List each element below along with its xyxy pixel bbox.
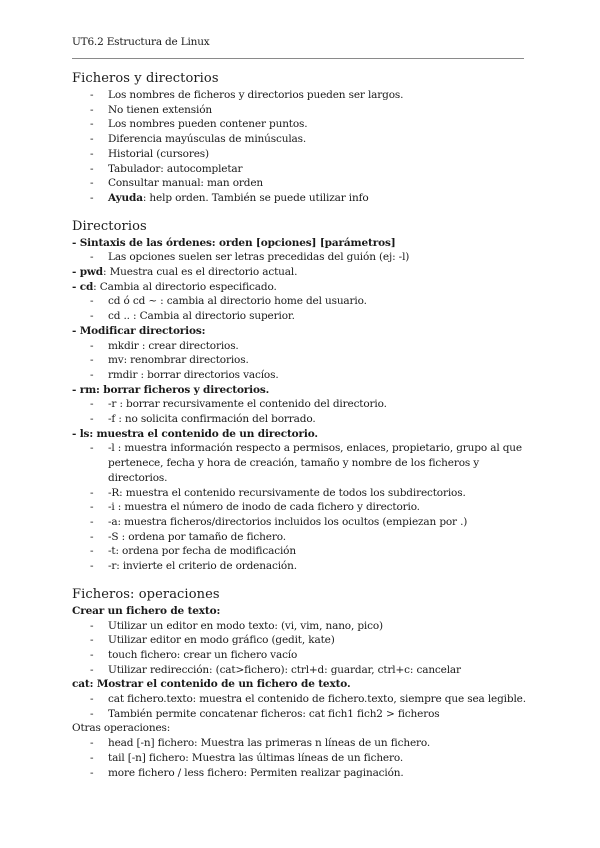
list-item-text: -l : muestra información respecto a permisos, enlaces, propietario, grupo al que pertenece, fecha y hora de creación, tamaño y nombre de los ficheros y directorios. <box>108 442 522 484</box>
list-item-text: rmdir : borrar directorios vacíos. <box>108 368 279 381</box>
list-item <box>72 707 532 722</box>
list-item-text: Consultar manual: man orden <box>108 177 264 190</box>
subheading-text: : Cambia al directorio especificado. <box>93 280 277 293</box>
dash-bullet-icon: - <box>90 147 94 160</box>
list-item <box>72 736 532 751</box>
subheading-bold: - rm: borrar ficheros y directorios. <box>72 383 270 396</box>
list-item <box>72 530 532 545</box>
list-item-text: También permite concatenar ficheros: cat fich1 fich2 > ficheros <box>108 707 440 720</box>
list-item-text: Utilizar redirección: (cat>fichero): ctrl+d: guardar, ctrl+c: cancelar <box>108 663 461 676</box>
list-item <box>72 176 532 191</box>
list-item <box>72 250 532 265</box>
list-item-text: : help orden. También se puede utilizar info <box>142 191 369 204</box>
dash-bullet-icon: - <box>90 560 94 573</box>
subheading <box>72 265 532 280</box>
dash-bullet-icon: - <box>90 310 94 323</box>
list-item-text: Los nombres pueden contener puntos. <box>108 118 308 131</box>
subheading <box>72 427 532 442</box>
section-2 <box>72 586 532 780</box>
list-item-text: cat fichero.texto: muestra el contenido de fichero.texto, siempre que sea legible. <box>108 693 526 706</box>
dash-bullet-icon: - <box>90 751 94 764</box>
list-item-bold: Ayuda <box>108 191 143 204</box>
section-1 <box>72 218 532 574</box>
list-item-text: mkdir : crear directorios. <box>108 339 239 352</box>
list-item-text: No tienen extensión <box>108 103 213 116</box>
document-content <box>72 70 532 792</box>
list-item <box>72 751 532 766</box>
subheading-bold: - Modificar directorios: <box>72 324 206 337</box>
subheading-bold: cat: Mostrar el contenido de un fichero de texto. <box>72 678 351 691</box>
list-item <box>72 294 532 309</box>
list-item <box>72 663 532 678</box>
dash-bullet-icon: - <box>90 191 94 204</box>
subheading-text: : Muestra cual es el directorio actual. <box>103 266 298 279</box>
list-item-text: Las opciones suelen ser letras precedidas del guión (ej: -l) <box>108 251 410 264</box>
list-item <box>72 397 532 412</box>
section-title: Ficheros y directorios <box>72 71 219 86</box>
dash-bullet-icon: - <box>90 413 94 426</box>
list-item <box>72 309 532 324</box>
list-item-text: mv: renombrar directorios. <box>108 354 249 367</box>
section-0 <box>72 70 532 206</box>
subheading <box>72 383 532 398</box>
list-item <box>72 132 532 147</box>
list-item <box>72 117 532 132</box>
dash-bullet-icon: - <box>90 766 94 779</box>
page-header: UT6.2 Estructura de Linux <box>72 36 210 48</box>
subheading-bold: - ls: muestra el contenido de un directorio. <box>72 427 318 440</box>
list-item <box>72 633 532 648</box>
subheading <box>72 324 532 339</box>
list-item <box>72 766 532 781</box>
subheading <box>72 236 532 251</box>
list-item <box>72 441 532 485</box>
list-item-text: cd .. : Cambia al directorio superior. <box>108 310 295 323</box>
dash-bullet-icon: - <box>90 118 94 131</box>
dash-bullet-icon: - <box>90 398 94 411</box>
dash-bullet-icon: - <box>90 251 94 264</box>
list-item <box>72 486 532 501</box>
list-item <box>72 88 532 103</box>
list-item <box>72 500 532 515</box>
subheading <box>72 604 532 619</box>
dash-bullet-icon: - <box>90 737 94 750</box>
list-item <box>72 147 532 162</box>
list-item-text: tail [-n] fichero: Muestra las últimas líneas de un fichero. <box>108 751 404 764</box>
dash-bullet-icon: - <box>90 354 94 367</box>
list-item-text: -i : muestra el número de inodo de cada fichero y directorio. <box>108 501 420 514</box>
list-item-text: -t: ordena por fecha de modificación <box>108 545 296 558</box>
list-item-text: Diferencia mayúsculas de minúsculas. <box>108 133 307 146</box>
list-item-text: cd ó cd ~ : cambia al directorio home del usuario. <box>108 295 367 308</box>
list-item-text: Utilizar editor en modo gráfico (gedit, kate) <box>108 634 335 647</box>
dash-bullet-icon: - <box>90 177 94 190</box>
subheading-bold: - pwd <box>72 266 103 279</box>
list-item-text: more fichero / less fichero: Permiten realizar paginación. <box>108 766 404 779</box>
list-item <box>72 515 532 530</box>
dash-bullet-icon: - <box>90 133 94 146</box>
list-item-text: Tabulador: autocompletar <box>108 162 243 175</box>
subheading-bold: - Sintaxis de las órdenes: orden [opciones] [parámetros] <box>72 236 396 249</box>
dash-bullet-icon: - <box>90 501 94 514</box>
header-rule <box>72 58 524 59</box>
dash-bullet-icon: - <box>90 103 94 116</box>
list-item <box>72 191 532 206</box>
dash-bullet-icon: - <box>90 634 94 647</box>
section-title: Directorios <box>72 218 147 234</box>
dash-bullet-icon: - <box>90 515 94 528</box>
list-item-text: head [-n] fichero: Muestra las primeras n líneas de un fichero. <box>108 737 431 750</box>
list-item-text: Los nombres de ficheros y directorios pueden ser largos. <box>108 89 404 101</box>
dash-bullet-icon: - <box>90 530 94 543</box>
dash-bullet-icon: - <box>90 619 94 632</box>
subheading-text: Otras operaciones: <box>72 722 171 735</box>
list-item-text: -R: muestra el contenido recursivamente de todos los subdirectorios. <box>108 486 466 499</box>
dash-bullet-icon: - <box>90 707 94 720</box>
dash-bullet-icon: - <box>90 295 94 308</box>
list-item <box>72 544 532 559</box>
list-item <box>72 353 532 368</box>
dash-bullet-icon: - <box>90 89 94 101</box>
subheading-bold: Crear un fichero de texto: <box>72 604 221 617</box>
dash-bullet-icon: - <box>90 486 94 499</box>
dash-bullet-icon: - <box>90 545 94 558</box>
subheading-bold: - cd <box>72 280 94 293</box>
subheading <box>72 280 532 295</box>
list-item-text: touch fichero: crear un fichero vacío <box>108 648 298 661</box>
list-item-text: Historial (cursores) <box>108 147 209 160</box>
subheading <box>72 721 532 736</box>
list-item-text: -a: muestra ficheros/directorios incluidos los ocultos (empiezan por .) <box>108 515 468 528</box>
dash-bullet-icon: - <box>90 648 94 661</box>
dash-bullet-icon: - <box>90 442 94 455</box>
list-item <box>72 103 532 118</box>
list-item <box>72 339 532 354</box>
dash-bullet-icon: - <box>90 368 94 381</box>
list-item <box>72 162 532 177</box>
dash-bullet-icon: - <box>90 162 94 175</box>
list-item <box>72 619 532 634</box>
list-item-text: -r: invierte el criterio de ordenación. <box>108 560 297 573</box>
dash-bullet-icon: - <box>90 339 94 352</box>
dash-bullet-icon: - <box>90 693 94 706</box>
list-item-text: -f : no solicita confirmación del borrado. <box>108 413 316 426</box>
list-item <box>72 368 532 383</box>
list-item-text: -r : borrar recursivamente el contenido del directorio. <box>108 398 387 411</box>
section-title: Ficheros: operaciones <box>72 586 220 602</box>
list-item-text: -S : ordena por tamaño de fichero. <box>108 530 286 543</box>
list-item <box>72 692 532 707</box>
subheading <box>72 677 532 692</box>
list-item <box>72 648 532 663</box>
list-item <box>72 412 532 427</box>
list-item-text: Utilizar un editor en modo texto: (vi, vim, nano, pico) <box>108 619 383 632</box>
list-item <box>72 559 532 574</box>
dash-bullet-icon: - <box>90 663 94 676</box>
